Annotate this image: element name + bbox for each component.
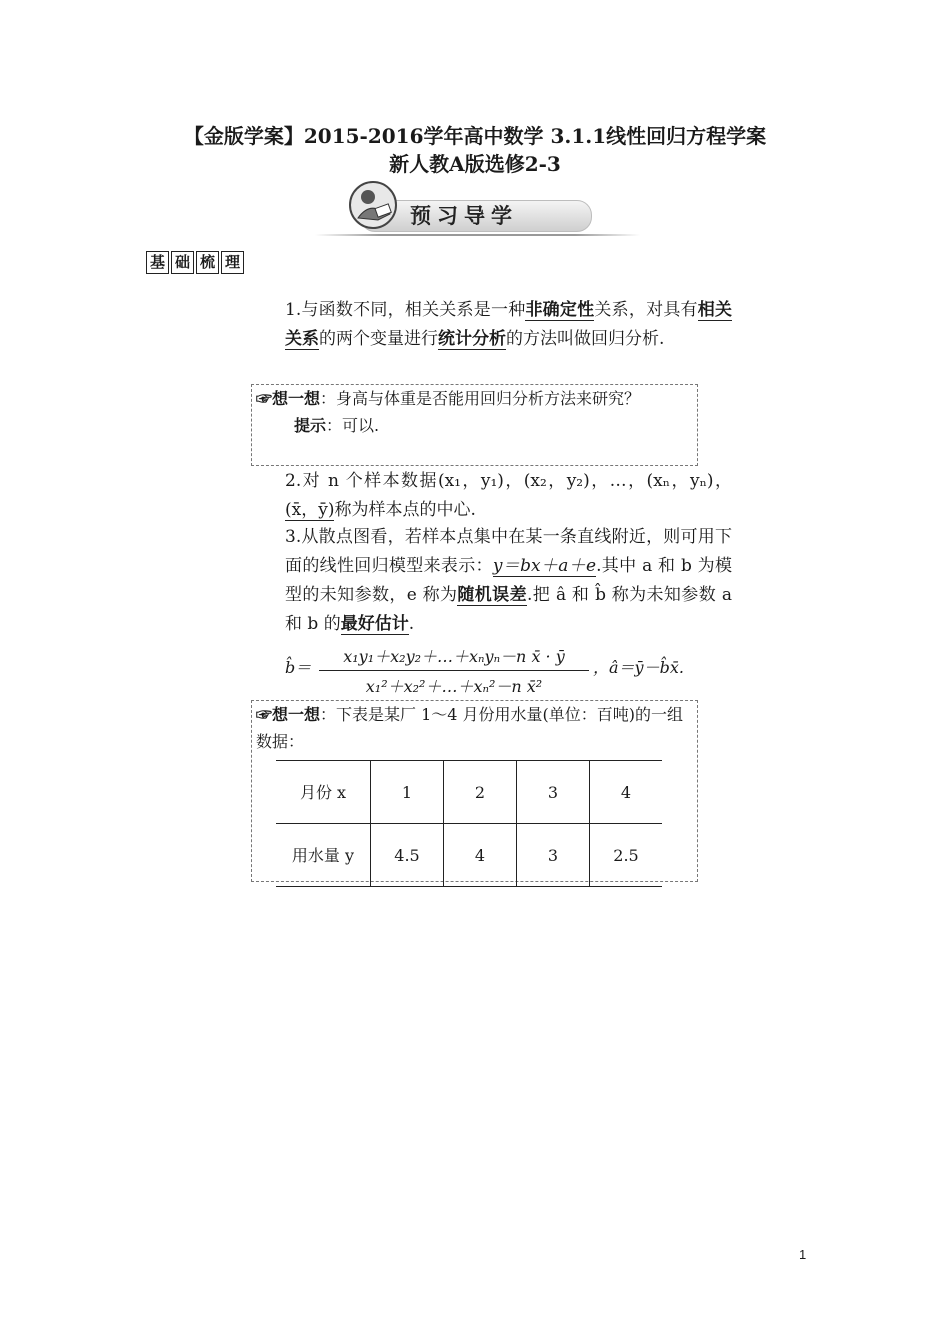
- banner-text: 预习导学: [410, 203, 518, 228]
- think-question: ：下表是某厂 1～4 月份用水量(单位：百吨)的一组数据：: [256, 705, 684, 751]
- title-line-1: 【金版学案】2015-2016学年高中数学 3.1.1线性回归方程学案: [183, 124, 767, 148]
- title-line-2: 新人教A版选修2-3: [389, 152, 561, 176]
- regression-model: y＝bx＋a＋e: [492, 556, 597, 576]
- table-cell: 4: [444, 824, 517, 887]
- table-cell: 4: [590, 761, 663, 824]
- page-number: 1: [799, 1247, 807, 1262]
- formula-fraction: [319, 644, 589, 697]
- student-reading-icon: [348, 180, 398, 230]
- table-row: [276, 824, 662, 887]
- regression-formula: [285, 640, 695, 694]
- key-term-random-error: 随机误差: [457, 585, 527, 605]
- key-term-uncertain: 非确定性: [525, 300, 595, 320]
- hint-text: ：可以.: [326, 416, 380, 435]
- section-tag-char: 梳: [196, 251, 219, 274]
- section-tag: [146, 251, 244, 274]
- table-cell: 2: [444, 761, 517, 824]
- table-cell: 用水量 y: [276, 824, 371, 887]
- table-cell: 4.5: [371, 824, 444, 887]
- key-term-correlation: 相关关系: [285, 300, 733, 349]
- formula-numerator: x₁y₁＋x₂y₂＋…＋xₙyₙ－n x̄ · ȳ: [343, 647, 565, 666]
- table-cell: 2.5: [590, 824, 663, 887]
- formula-denominator: x₁²＋x₂²＋…＋xₙ²－n x̄²: [365, 677, 543, 696]
- paragraph-1: 1.与函数不同，相关关系是一种非确定性关系，对具有相关关系的两个变量进行统计分析的方法叫做回归分析.: [285, 300, 733, 349]
- section-tag-char: 理: [221, 251, 244, 274]
- section-banner: [315, 178, 640, 238]
- sample-center: (x̄，ȳ): [285, 500, 335, 520]
- table-cell: 1: [371, 761, 444, 824]
- document-title: [0, 122, 950, 178]
- formula-rhs: ，â＝ȳ－b̂x̄.: [593, 658, 684, 677]
- table-cell: 3: [517, 761, 590, 824]
- table-cell: 3: [517, 824, 590, 887]
- paragraph-2: 2.对 n 个样本数据(x₁，y₁)，(x₂，y₂)，…，(xₙ，yₙ)，(x̄，ȳ)称为样本点的中心.: [285, 471, 732, 520]
- water-usage-table: [276, 760, 662, 887]
- hint-label: 提示: [294, 416, 327, 435]
- key-term-best-estimate: 最好估计: [340, 614, 409, 634]
- think-question: ：身高与体重是否能用回归分析方法来研究？: [320, 389, 641, 408]
- section-tag-char: 础: [171, 251, 194, 274]
- think-label: ☞想一想: [256, 389, 321, 408]
- think-label: ☞想一想: [256, 705, 321, 724]
- table-cell: 月份 x: [276, 761, 371, 824]
- banner-underline: [315, 234, 640, 236]
- section-tag-char: 基: [146, 251, 169, 274]
- formula-lhs: b̂＝: [285, 658, 312, 677]
- paragraph-3: 3.从散点图看，若样本点集中在某一条直线附近，则可用下面的线性回归模型来表示：y＝bx＋a＋e.其中 a 和 b 为模型的未知参数，e 称为随机误差.把 â 和 b̂ 称为未知参数 a 和 b 的最好估计.: [285, 527, 733, 634]
- think-box-2: [251, 700, 698, 882]
- table-row: [276, 761, 662, 824]
- key-term-statistical-analysis: 统计分析: [438, 329, 506, 349]
- think-box-1: [251, 384, 698, 466]
